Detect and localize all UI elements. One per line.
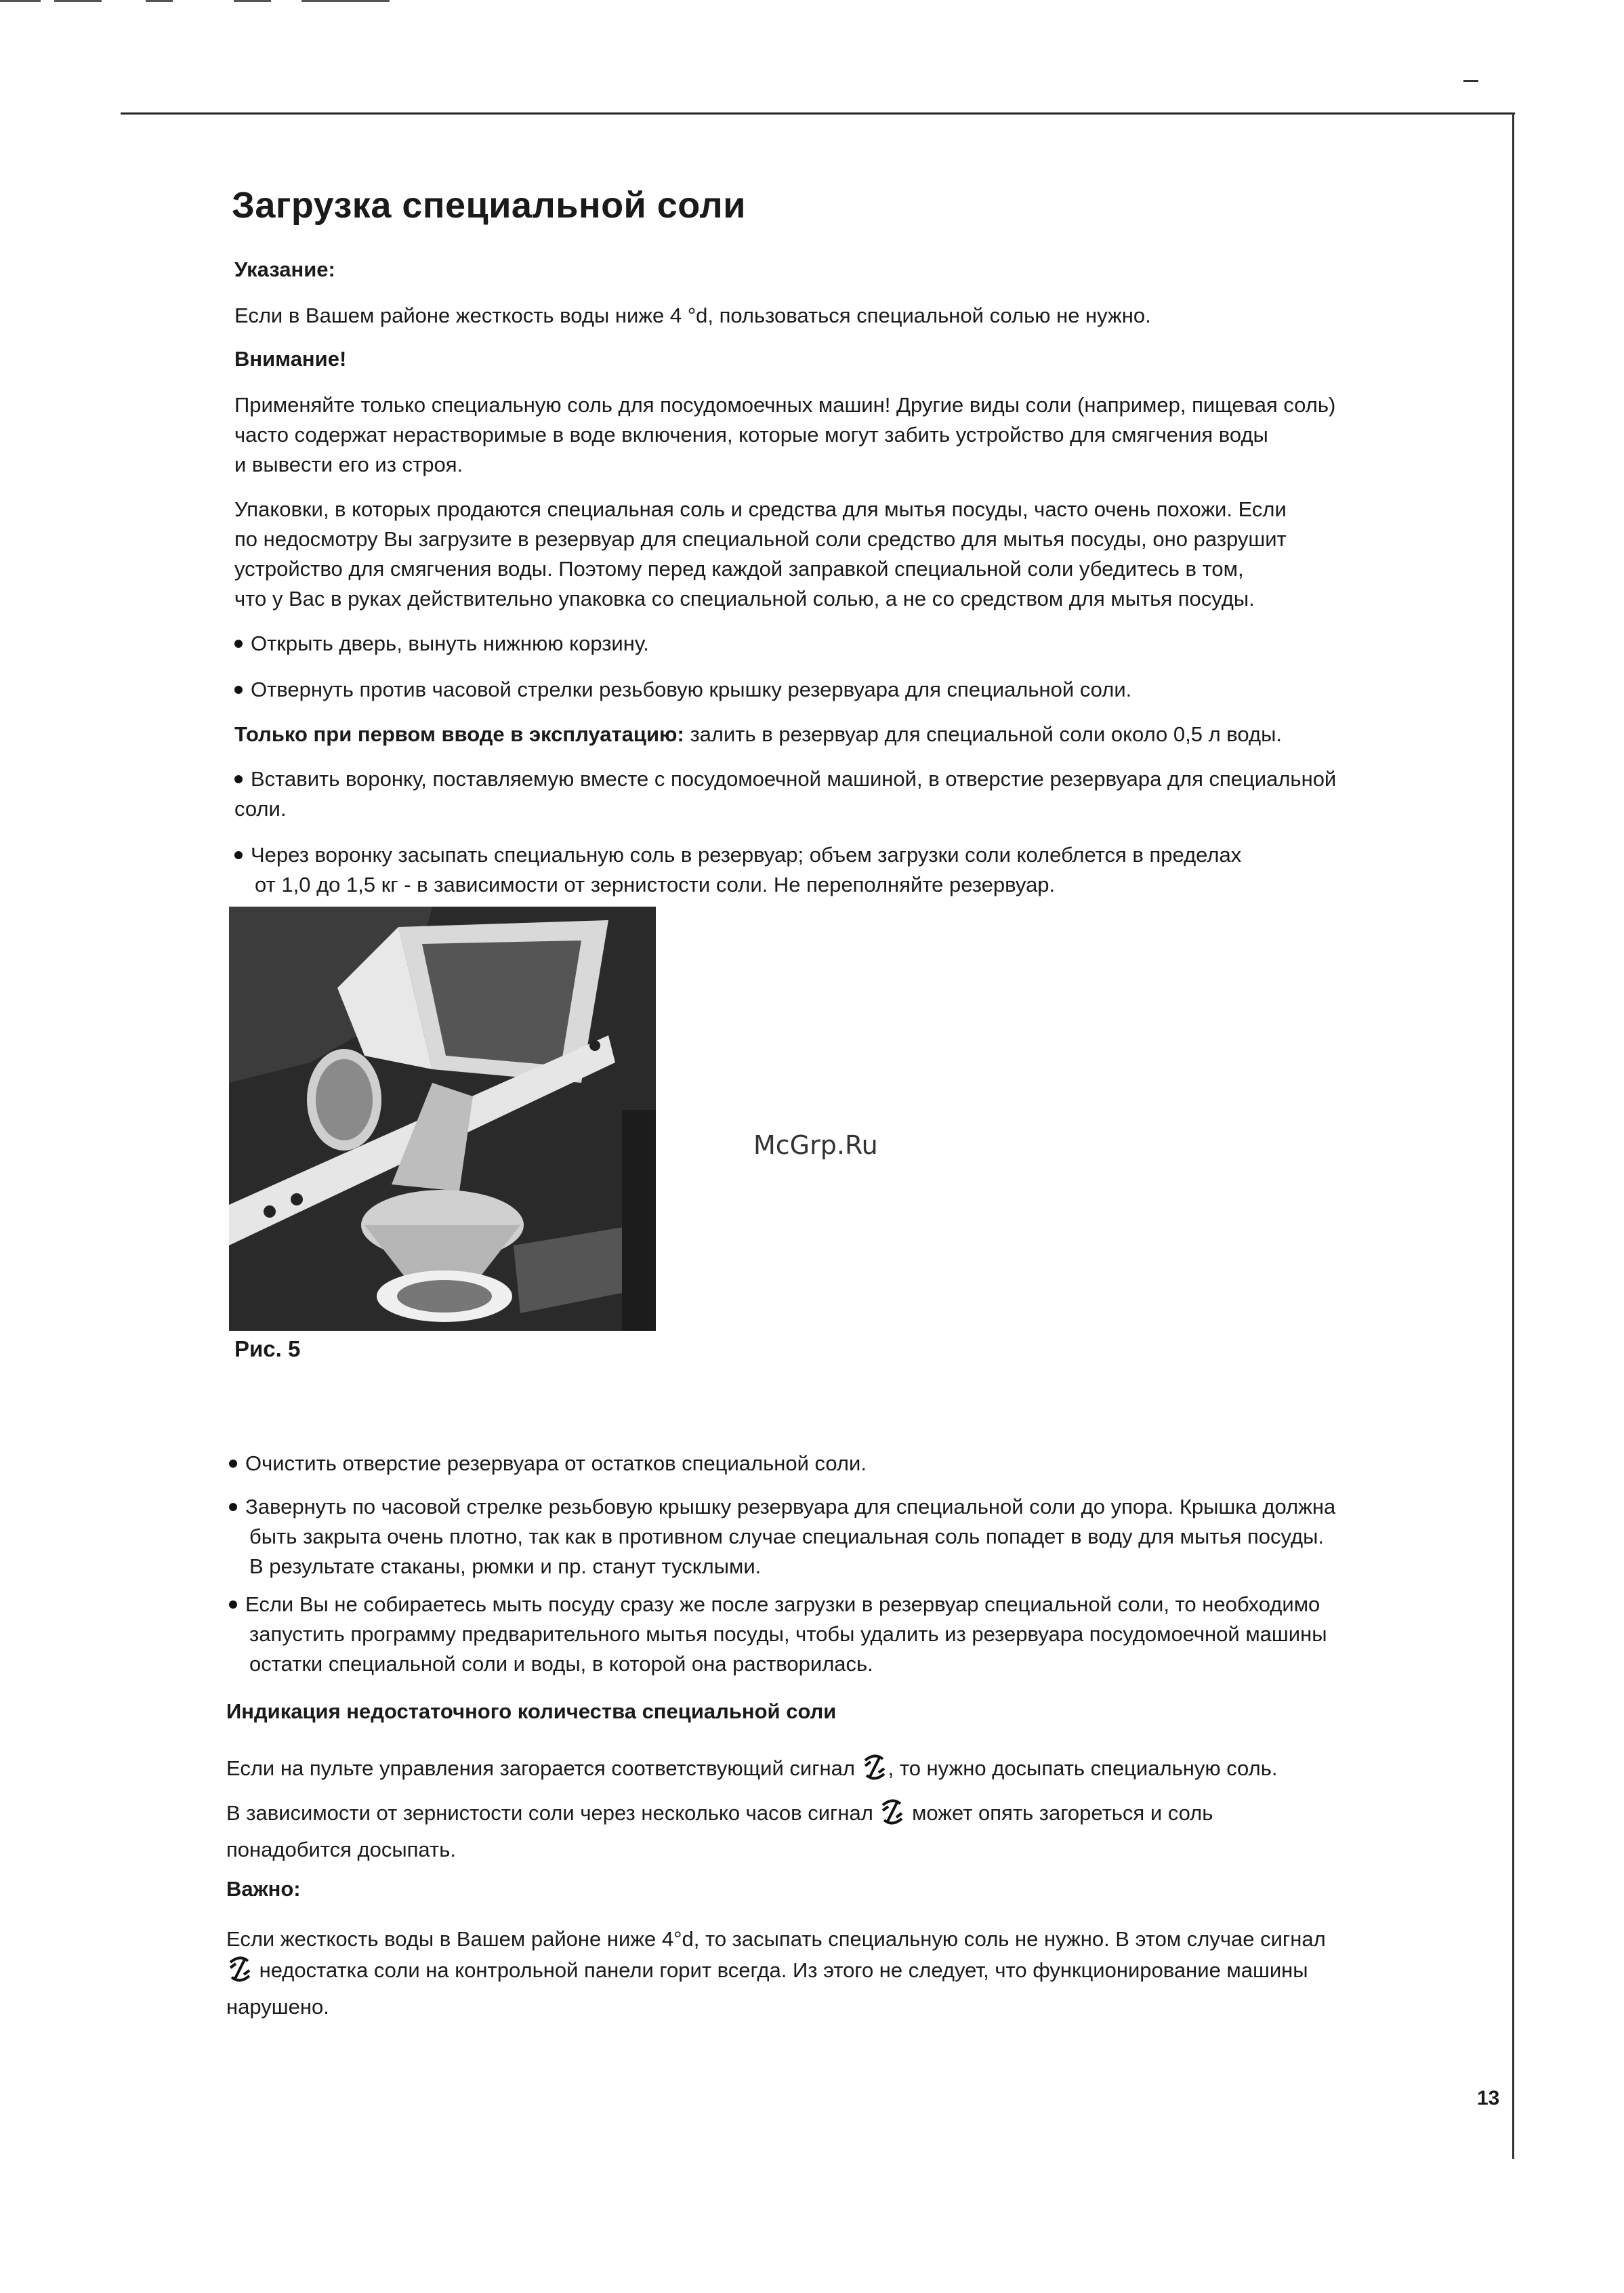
step-text: Завернуть по часовой стрелке резьбовую крышку резервуара для специальной соли до упора. Крышка должна [245,1495,1336,1519]
scan-mark [0,0,41,2]
important-paragraph [226,1924,1326,2022]
salt-indicator-icon [861,1752,888,1790]
step-pour-salt [234,840,1241,900]
warning-line: Применяйте только специальную соль для посудомоечных машин! Другие виды соли (например, пищевая соль) [234,393,1336,417]
step-text: Очистить отверстие резервуара от остатков специальной соли. [245,1451,867,1475]
step-text: Через воронку засыпать специальную соль в резервуар; объем загрузки соли колеблется в пределах [251,843,1242,867]
bullet-icon [234,686,243,694]
salt-indicator-icon [226,1954,253,1992]
figure-caption: Рис. 5 [234,1336,301,1361]
scan-mark [301,0,390,2]
indicator-text: Если на пульте управления загорается соответствующий сигнал [226,1756,855,1780]
indicator-line: понадобится досыпать. [226,1838,456,1861]
step-screw-cap [229,1492,1335,1582]
bullet-icon [234,775,243,783]
warning-label: Внимание! [234,347,347,371]
step-clean-opening [229,1449,867,1479]
page-number: 13 [1477,2087,1500,2109]
step-line: быть закрыта очень плотно, так как в противном случае специальная соль попадет в воду для мытья посуды. [249,1525,1324,1548]
packaging-line: устройство для смягчения воды. Поэтому перед каждой заправкой специальной соли убедитесь в том, [234,557,1244,581]
step-line [229,1492,1335,1522]
indicator-text: , то нужно досыпать специальную соль. [888,1756,1278,1780]
step-line: запустить программу предварительного мытья посуды, чтобы удалить из резервуара посудомоечной машины [249,1622,1327,1646]
step-line: от 1,0 до 1,5 кг - в зависимости от зернистости соли. Не переполняйте резервуар. [255,873,1056,896]
bullet-icon [229,1600,237,1609]
step-line: остатки специальной соли и воды, в которой она растворилась. [249,1652,873,1676]
note-label: Указание: [234,257,335,281]
scan-mark [54,0,102,2]
warning-paragraph [234,390,1335,480]
scan-mark [234,0,271,2]
indicator-text-1 [226,1752,1277,1790]
salt-indicator-icon [879,1797,906,1835]
important-line [226,1954,1326,1992]
packaging-line: что у Вас в руках действительно упаковка со специальной солью, а не со средством для мытья посуды. [234,587,1255,611]
step-line: В результате стаканы, рюмки и пр. станут тусклыми. [249,1554,762,1578]
step-text: Если Вы не собираетесь мыть посуду сразу же после загрузки в резервуар специальной соли, то необходимо [245,1592,1320,1616]
indicator-text-2 [226,1797,1213,1865]
step-text: Вставить воронку, поставляемую вместе с посудомоечной машиной, в отверстие резервуара для специальной [251,767,1337,791]
packaging-line: по недосмотру Вы загрузите в резервуар для специальной соли средство для мытья посуды, оно разрушит [234,527,1287,551]
step-prewash [229,1590,1327,1679]
first-use-text: залить в резервуар для специальной соли около 0,5 л воды. [684,722,1282,746]
important-line: Если жесткость воды в Вашем районе ниже 4°d, то засыпать специальную соль не нужно. В этом случае сигнал [226,1927,1326,1951]
warning-line: часто содержат нерастворимые в воде включения, которые могут забить устройство для смягчения воды [234,423,1268,447]
bullet-icon [234,851,243,859]
first-use-label: Только при первом вводе в эксплуатацию: [234,722,684,746]
right-rule [1512,112,1514,2159]
figure-photo [229,907,656,1331]
indicator-text: В зависимости от зернистости соли через несколько часов сигнал [226,1801,873,1825]
page-title: Загрузка специальной соли [232,185,746,226]
step-text: Отвернуть против часовой стрелки резьбовую крышку резервуара для специальной соли. [251,678,1132,701]
top-rule [121,112,1515,115]
step-text: Открыть дверь, вынуть нижнюю корзину. [251,632,649,655]
step-line: соли. [234,797,287,821]
warning-line: и вывести его из строя. [234,453,463,476]
indicator-heading: Индикация недостаточного количества специальной соли [226,1699,837,1723]
indicator-line [226,1797,1213,1835]
bullet-icon [234,640,243,648]
funnel-illustration [229,907,656,1331]
step-insert-funnel [234,764,1336,824]
indicator-text: может опять загореться и соль [912,1801,1213,1825]
important-label: Важно: [226,1877,301,1901]
important-line: нарушено. [226,1995,329,2019]
packaging-line: Упаковки, в которых продаются специальная соль и средства для мытья посуды, часто очень похожи. Если [234,497,1287,521]
step-line [229,1590,1327,1619]
note-text: Если в Вашем районе жесткость воды ниже 4 °d, пользоваться специальной солью не нужно. [234,304,1151,327]
bullet-icon [229,1460,237,1468]
packaging-paragraph [234,495,1287,614]
important-text: недостатка соли на контрольной панели горит всегда. Из этого не следует, что функционирование машины [259,1958,1308,1982]
scan-mark [146,0,173,2]
step-line [234,764,1336,794]
step-line [234,840,1241,870]
watermark: McGrp.Ru [753,1130,878,1160]
bullet-icon [229,1503,237,1511]
first-use-note [234,720,1282,749]
corner-tick [1463,80,1478,82]
step-unscrew-cap [234,675,1131,705]
step-open-door [234,629,649,659]
